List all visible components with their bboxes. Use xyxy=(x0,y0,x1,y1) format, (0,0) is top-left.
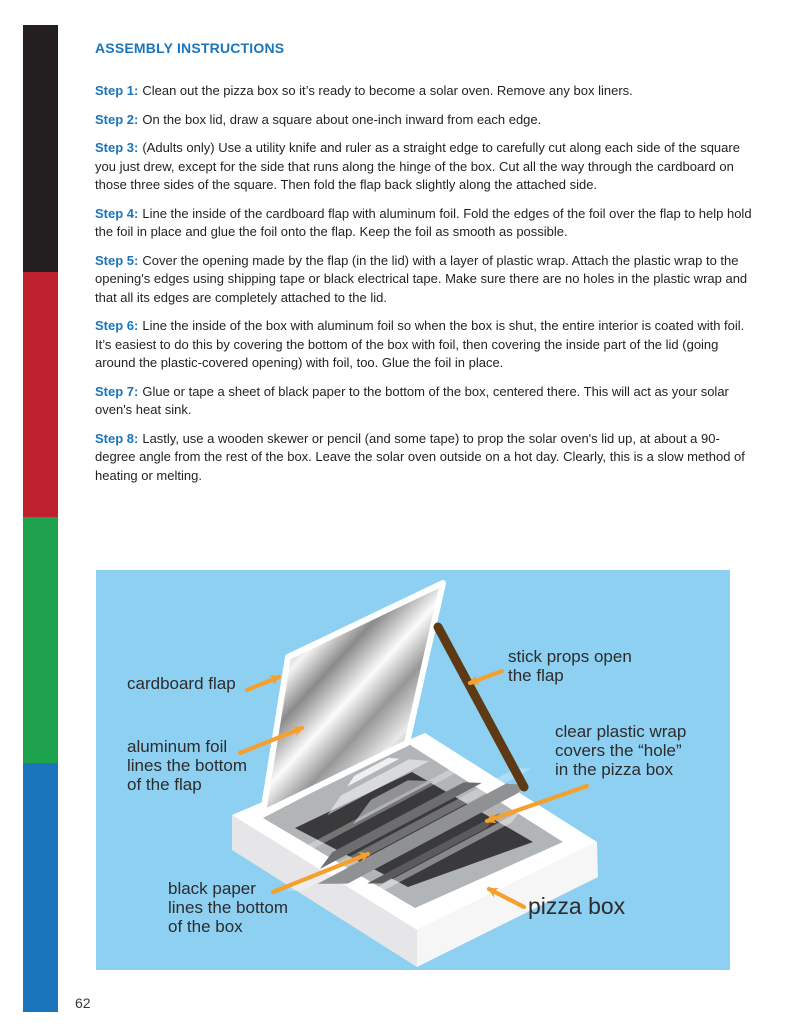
step-4-label: Step 4: xyxy=(95,205,139,221)
instructions-section xyxy=(95,40,753,495)
step-1-label: Step 1: xyxy=(95,83,139,98)
label-line: in the pizza box xyxy=(555,760,674,779)
step-7-text: Glue or tape a sheet of black paper to the bottom of the box, centered there. This will act as your solar oven's heat sink. xyxy=(95,383,729,417)
label-line: of the flap xyxy=(127,775,202,794)
step-1-paragraph xyxy=(95,82,753,101)
label-line: cardboard flap xyxy=(127,674,236,693)
label-line: lines the bottom xyxy=(127,756,248,775)
step-2-paragraph xyxy=(95,111,753,130)
step-5-text: Cover the opening made by the flap (in the lid) with a layer of plastic wrap. Attach the plastic wrap to the opening's edges using shipping tape or black electrical tape. Make sure there are no holes in the plastic wrap and that all its edges are completely attached to the lid. xyxy=(95,252,748,305)
page-number: 62 xyxy=(75,995,91,1011)
label-black-paper xyxy=(168,879,288,936)
step-8-label: Step 8: xyxy=(95,430,139,446)
step-7-paragraph xyxy=(95,383,753,420)
label-line: covers the “hole” xyxy=(555,741,682,760)
label-aluminum-foil xyxy=(127,737,247,794)
step-8-text: Lastly, use a wooden skewer or pencil (and some tape) to prop the solar oven's lid up, at about a 90-degree angle from the rest of the box. Leave the solar oven outside on a hot day. Clearly, this is a slow method of heating or melting. xyxy=(95,430,745,483)
sidebar-red-segment xyxy=(23,272,58,517)
step-2-label: Step 2: xyxy=(95,111,139,127)
section-heading: ASSEMBLY INSTRUCTIONS xyxy=(95,40,285,56)
step-4-paragraph xyxy=(95,205,753,242)
step-4-text: Line the inside of the cardboard flap with aluminum foil. Fold the edges of the foil over the flap to help hold the foil in place and glue the foil onto the flap. Keep the foil as smooth as possible. xyxy=(95,205,752,239)
label-plastic-wrap xyxy=(555,722,686,779)
label-line: clear plastic wrap xyxy=(555,722,687,741)
step-6-paragraph xyxy=(95,317,753,373)
step-3-label: Step 3: xyxy=(95,140,139,155)
step-5-paragraph xyxy=(95,252,753,308)
label-line: the flap xyxy=(508,666,564,685)
label-stick xyxy=(508,647,632,685)
sidebar-color-bar xyxy=(23,25,58,1012)
label-line: lines the bottom xyxy=(168,898,289,917)
step-8-paragraph xyxy=(95,430,753,486)
label-line: of the box xyxy=(168,917,243,936)
label-cardboard-flap xyxy=(127,674,236,693)
label-pizza-box xyxy=(528,894,625,918)
step-2-text: On the box lid, draw a square about one-inch inward from each edge. xyxy=(142,111,542,127)
sidebar-green-segment xyxy=(23,517,58,763)
step-5-label: Step 5: xyxy=(95,252,139,268)
sidebar-black-segment xyxy=(23,25,58,272)
label-line: aluminum foil xyxy=(127,737,228,756)
step-1-text: Clean out the pizza box so it’s ready to become a solar oven. Remove any box liners. xyxy=(142,83,633,98)
sidebar-blue-segment xyxy=(23,763,58,1012)
step-6-text: Line the inside of the box with aluminum foil so when the box is shut, the entire interior is coated with foil. It’s easiest to do this by covering the bottom of the box with foil, then covering the inside part of the lid (going around the plastic-covered opening) with foil, too. Glue the foil in place. xyxy=(95,318,745,370)
arrow-stick xyxy=(470,671,502,683)
arrow-cardboard-flap xyxy=(247,677,279,690)
label-line: black paper xyxy=(168,879,256,898)
solar-oven-diagram xyxy=(96,570,730,970)
label-line: stick props open xyxy=(508,647,632,666)
step-6-label: Step 6: xyxy=(95,318,139,333)
label-line: pizza box xyxy=(528,893,626,919)
step-7-label: Step 7: xyxy=(95,383,139,399)
step-3-text: (Adults only) Use a utility knife and ruler as a straight edge to carefully cut along each side of the square you just drew, except for the side that runs along the hinge of the box. Cut all the way through the cardboard on those three sides of the square. Then fold the flap back slightly along the attached side. xyxy=(95,140,740,192)
step-3-paragraph xyxy=(95,139,753,195)
